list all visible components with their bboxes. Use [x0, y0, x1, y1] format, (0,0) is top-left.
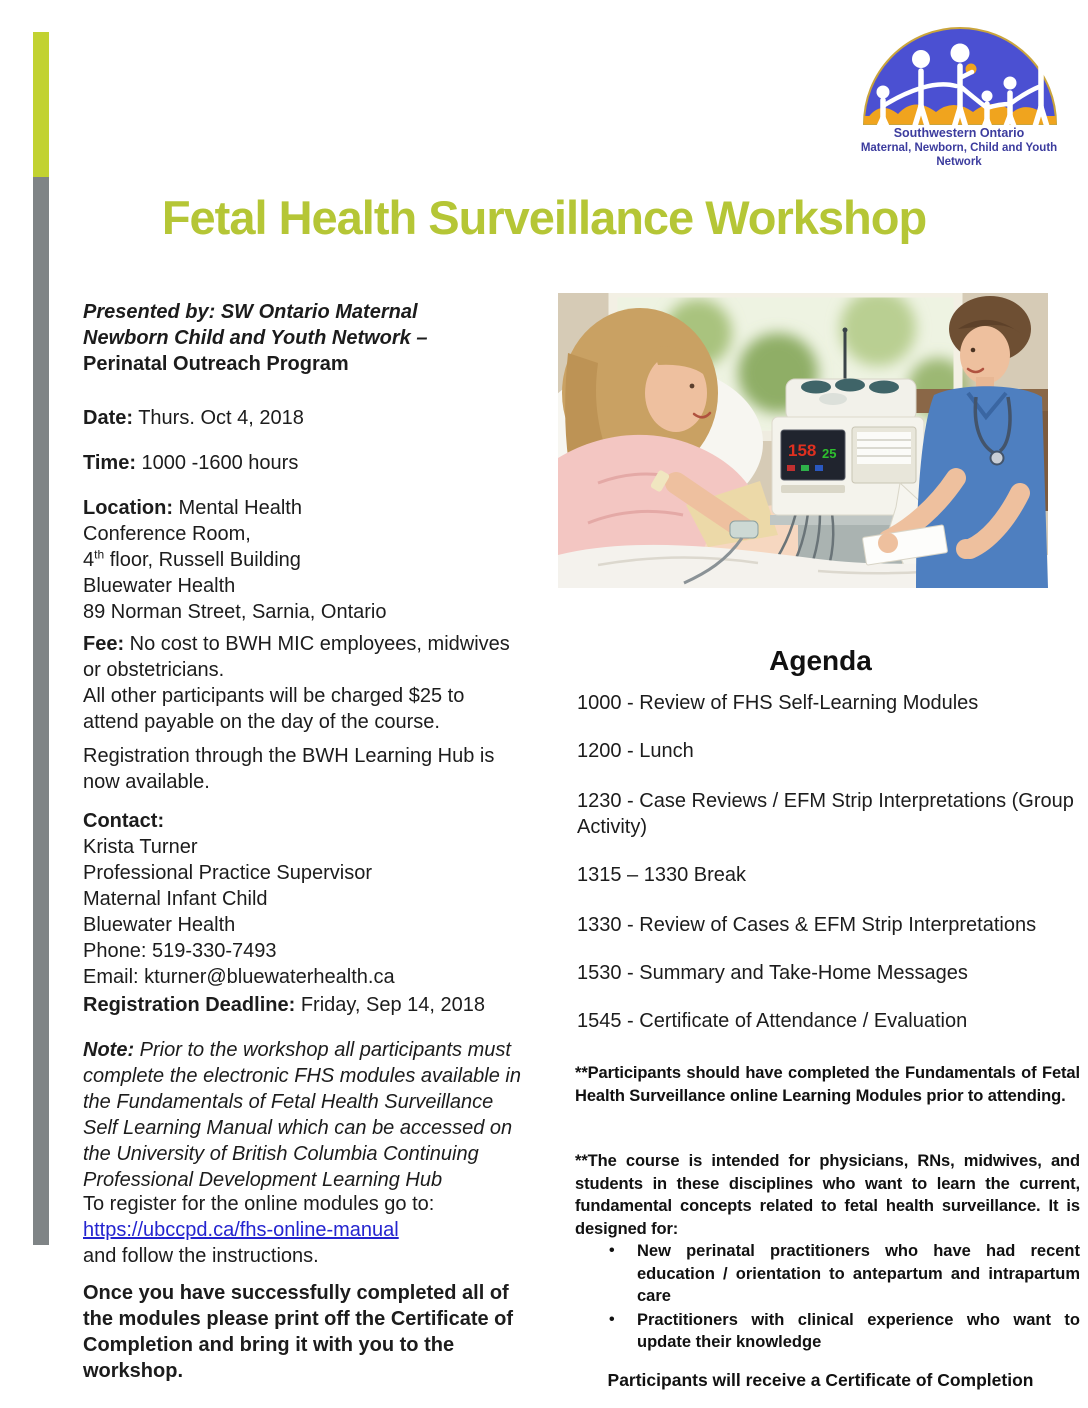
accent-bar-green	[33, 32, 49, 177]
contact-title: Professional Practice Supervisor	[83, 862, 373, 884]
note-line: the University of British Columbia Continuing	[83, 1143, 479, 1165]
completion-note-block	[83, 1280, 553, 1384]
note-text: Prior to the workshop all participants must	[134, 1039, 511, 1061]
completion-line: Completion and bring it with you to the	[83, 1334, 455, 1356]
fee-line: attend payable on the day of the course.	[83, 711, 440, 733]
location-line: 4th floor, Russell Building	[83, 547, 301, 571]
deadline-value: Friday, Sep 14, 2018	[295, 994, 486, 1016]
contact-block	[83, 808, 553, 990]
registration-url-link[interactable]: https://ubccpd.ca/fhs-online-manual	[83, 1219, 399, 1241]
page-title: Fetal Health Surveillance Workshop	[161, 191, 927, 244]
note-line: Professional Development Learning Hub	[83, 1169, 443, 1191]
deadline-label: Registration Deadline:	[83, 994, 296, 1016]
presented-by-line: Newborn Child and Youth Network –	[83, 327, 428, 349]
location-block	[83, 495, 553, 625]
completion-line: Once you have successfully completed all of	[83, 1282, 509, 1304]
time-label: Time:	[83, 452, 136, 474]
workshop-photo	[558, 293, 1048, 588]
note-line: the Fundamentals of Fetal Health Surveillance	[83, 1091, 494, 1113]
certificate-footer: Participants will receive a Certificate of Completion	[607, 1370, 1034, 1390]
note-line: complete the electronic FHS modules available in	[83, 1065, 521, 1087]
monitor-heart-rate-value: 158	[788, 441, 817, 460]
fee-line: or obstetricians.	[83, 659, 225, 681]
contact-dept: Maternal Infant Child	[83, 888, 268, 910]
contact-name: Krista Turner	[83, 836, 198, 858]
date-value: Thurs. Oct 4, 2018	[133, 407, 304, 429]
bullet-icon: •	[609, 1242, 615, 1259]
registration-block	[83, 743, 553, 795]
contact-org: Bluewater Health	[83, 914, 236, 936]
register-online-outro: and follow the instructions.	[83, 1245, 319, 1267]
contact-label: Contact:	[83, 810, 165, 832]
fetal-monitoring-photo-illustration	[558, 293, 1048, 588]
location-value: Mental Health	[173, 497, 302, 519]
contact-email: Email: kturner@bluewaterhealth.ca	[83, 966, 395, 988]
note-label: Note:	[83, 1039, 135, 1061]
date-label: Date:	[83, 407, 134, 429]
list-item	[575, 1240, 1080, 1308]
registration-line: now available.	[83, 771, 210, 793]
prerequisite-note: **Participants should have completed the Fundamentals of Fetal Health Surveillance online Learning Modules prior to attending.	[575, 1064, 1080, 1105]
network-logo	[852, 12, 1066, 169]
presented-by-line: Presented by: SW Ontario Maternal	[83, 301, 418, 323]
location-line: Conference Room,	[83, 523, 251, 545]
fee-block	[83, 631, 553, 735]
completion-line: workshop.	[83, 1360, 184, 1382]
list-item	[575, 1309, 1080, 1354]
agenda-item: 1200 - Lunch	[577, 740, 694, 762]
fee-label: Fee:	[83, 633, 125, 655]
agenda-item: 1315 – 1330 Break	[577, 864, 747, 886]
agenda-item: 1545 - Certificate of Attendance / Evaluation	[577, 1010, 968, 1032]
accent-bar-gray	[33, 177, 49, 1245]
note-line: Self Learning Manual which can be accessed on	[83, 1117, 513, 1139]
logo-caption-line1: Southwestern Ontario	[893, 126, 1025, 140]
time-row	[83, 450, 553, 476]
location-line: Bluewater Health	[83, 575, 236, 597]
presented-by-program: Perinatal Outreach Program	[83, 353, 349, 375]
bullet-text: New perinatal practitioners who have had recent education / orientation to antepartum and intrapartum care	[637, 1242, 1080, 1305]
logo-caption-line2: Maternal, Newborn, Child and Youth Network	[860, 142, 1058, 168]
agenda-item: 1230 - Case Reviews / EFM Strip Interpretations (Group Activity)	[577, 790, 1074, 838]
note-block	[83, 1037, 553, 1193]
location-line: 89 Norman Street, Sarnia, Ontario	[83, 601, 387, 623]
fee-line: All other participants will be charged $25 to	[83, 685, 465, 707]
agenda-item: 1530 - Summary and Take-Home Messages	[577, 962, 968, 984]
logo-dome-icon	[856, 12, 1062, 126]
audience-note: **The course is intended for physicians, RNs, midwives, and students in these disciplines who want to learn the current, fundamental concepts related to fetal health surveillance. It is designed for:	[575, 1152, 1080, 1238]
bullet-text: Practitioners with clinical experience who want to update their knowledge	[637, 1310, 1080, 1351]
fee-value: No cost to BWH MIC employees, midwives	[124, 633, 510, 655]
deadline-row	[83, 992, 553, 1018]
presented-by-block	[83, 299, 553, 377]
register-online-block	[83, 1191, 553, 1269]
registration-line: Registration through the BWH Learning Hub is	[83, 745, 495, 767]
agenda-item: 1000 - Review of FHS Self-Learning Modules	[577, 692, 979, 714]
completion-line: the modules please print off the Certificate of	[83, 1308, 514, 1330]
time-value: 1000 -1600 hours	[135, 452, 299, 474]
agenda-heading: Agenda	[769, 645, 872, 676]
location-label: Location:	[83, 497, 173, 519]
contact-phone: Phone: 519-330-7493	[83, 940, 277, 962]
audience-bullet-list	[575, 1240, 1080, 1355]
monitor-secondary-value: 25	[822, 446, 837, 461]
register-online-intro: To register for the online modules go to:	[83, 1193, 435, 1215]
agenda-item: 1330 - Review of Cases & EFM Strip Interpretations	[577, 914, 1037, 936]
date-row	[83, 405, 553, 431]
bullet-icon: •	[609, 1310, 615, 1328]
